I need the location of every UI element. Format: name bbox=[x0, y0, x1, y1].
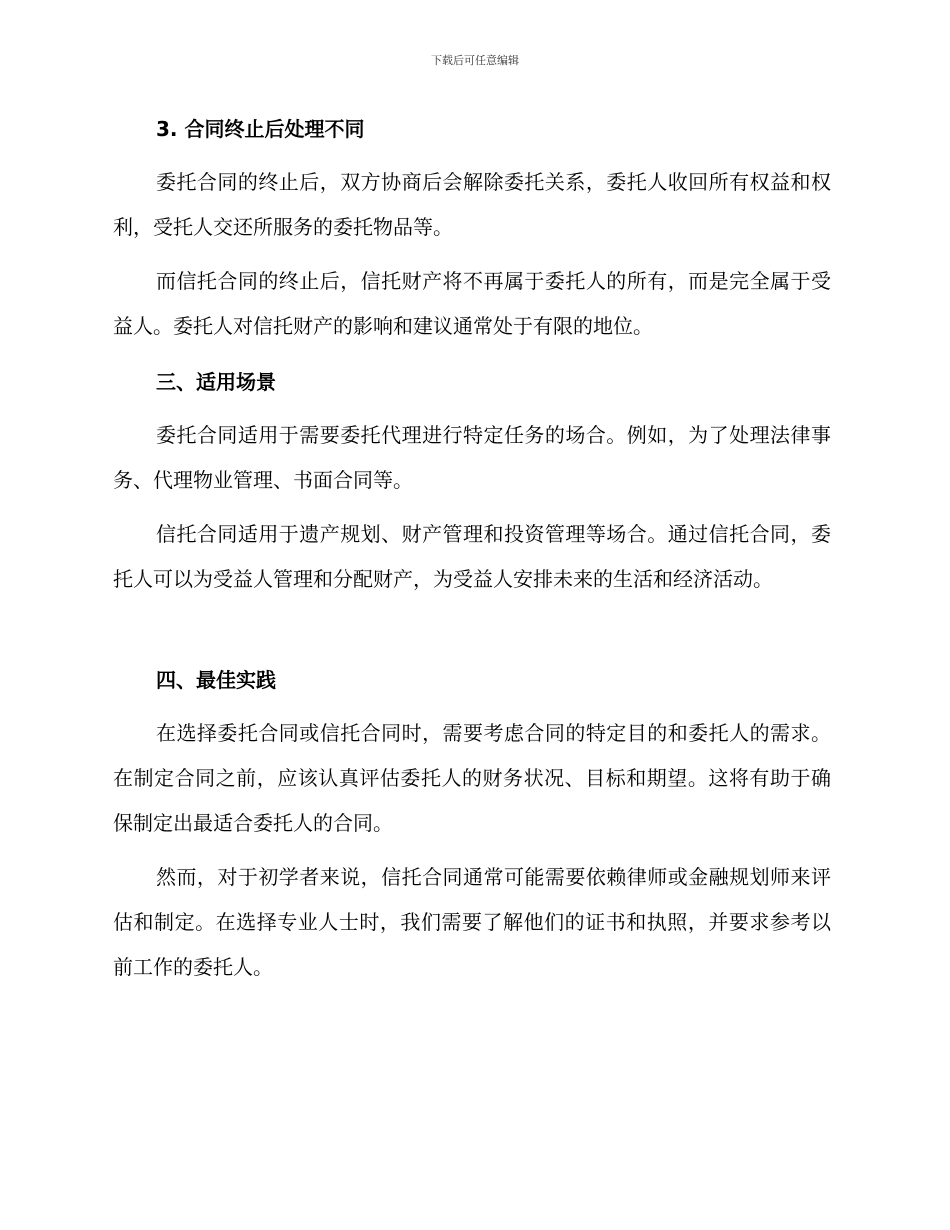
paragraph-entrustment-termination: 委托合同的终止后，双方协商后会解除委托关系，委托人收回所有权益和权利，受托人交还所服务的委托物品等。 bbox=[113, 170, 831, 239]
section-heading-best-practice: 四、最佳实践 bbox=[156, 668, 276, 692]
paragraph-professional-help: 然而，对于初学者来说，信托合同通常可能需要依赖律师或金融规划师来评估和制定。在选择专业人士时，我们需要了解他们的证书和执照，并要求参考以前工作的委托人。 bbox=[113, 865, 831, 979]
paragraph-entrustment-scenarios: 委托合同适用于需要委托代理进行特定任务的场合。例如，为了处理法律事务、代理物业管理、书面合同等。 bbox=[113, 423, 831, 492]
paragraph-trust-scenarios: 信托合同适用于遗产规划、财产管理和投资管理等场合。通过信托合同，委托人可以为受益人管理和分配财产，为受益人安排未来的生活和经济活动。 bbox=[113, 522, 831, 591]
section-heading-scenarios: 三、适用场景 bbox=[156, 370, 276, 394]
paragraph-trust-termination: 而信托合同的终止后，信托财产将不再属于委托人的所有，而是完全属于受益人。委托人对信托财产的影响和建议通常处于有限的地位。 bbox=[113, 269, 831, 338]
paragraph-choosing-contract: 在选择委托合同或信托合同时，需要考虑合同的特定目的和委托人的需求。在制定合同之前，应该认真评估委托人的财务状况、目标和期望。这将有助于确保制定出最适合委托人的合同。 bbox=[113, 721, 831, 835]
section-heading-termination: 3. 合同终止后处理不同 bbox=[156, 117, 365, 141]
page-header: 下载后可任意编辑 bbox=[431, 54, 519, 67]
